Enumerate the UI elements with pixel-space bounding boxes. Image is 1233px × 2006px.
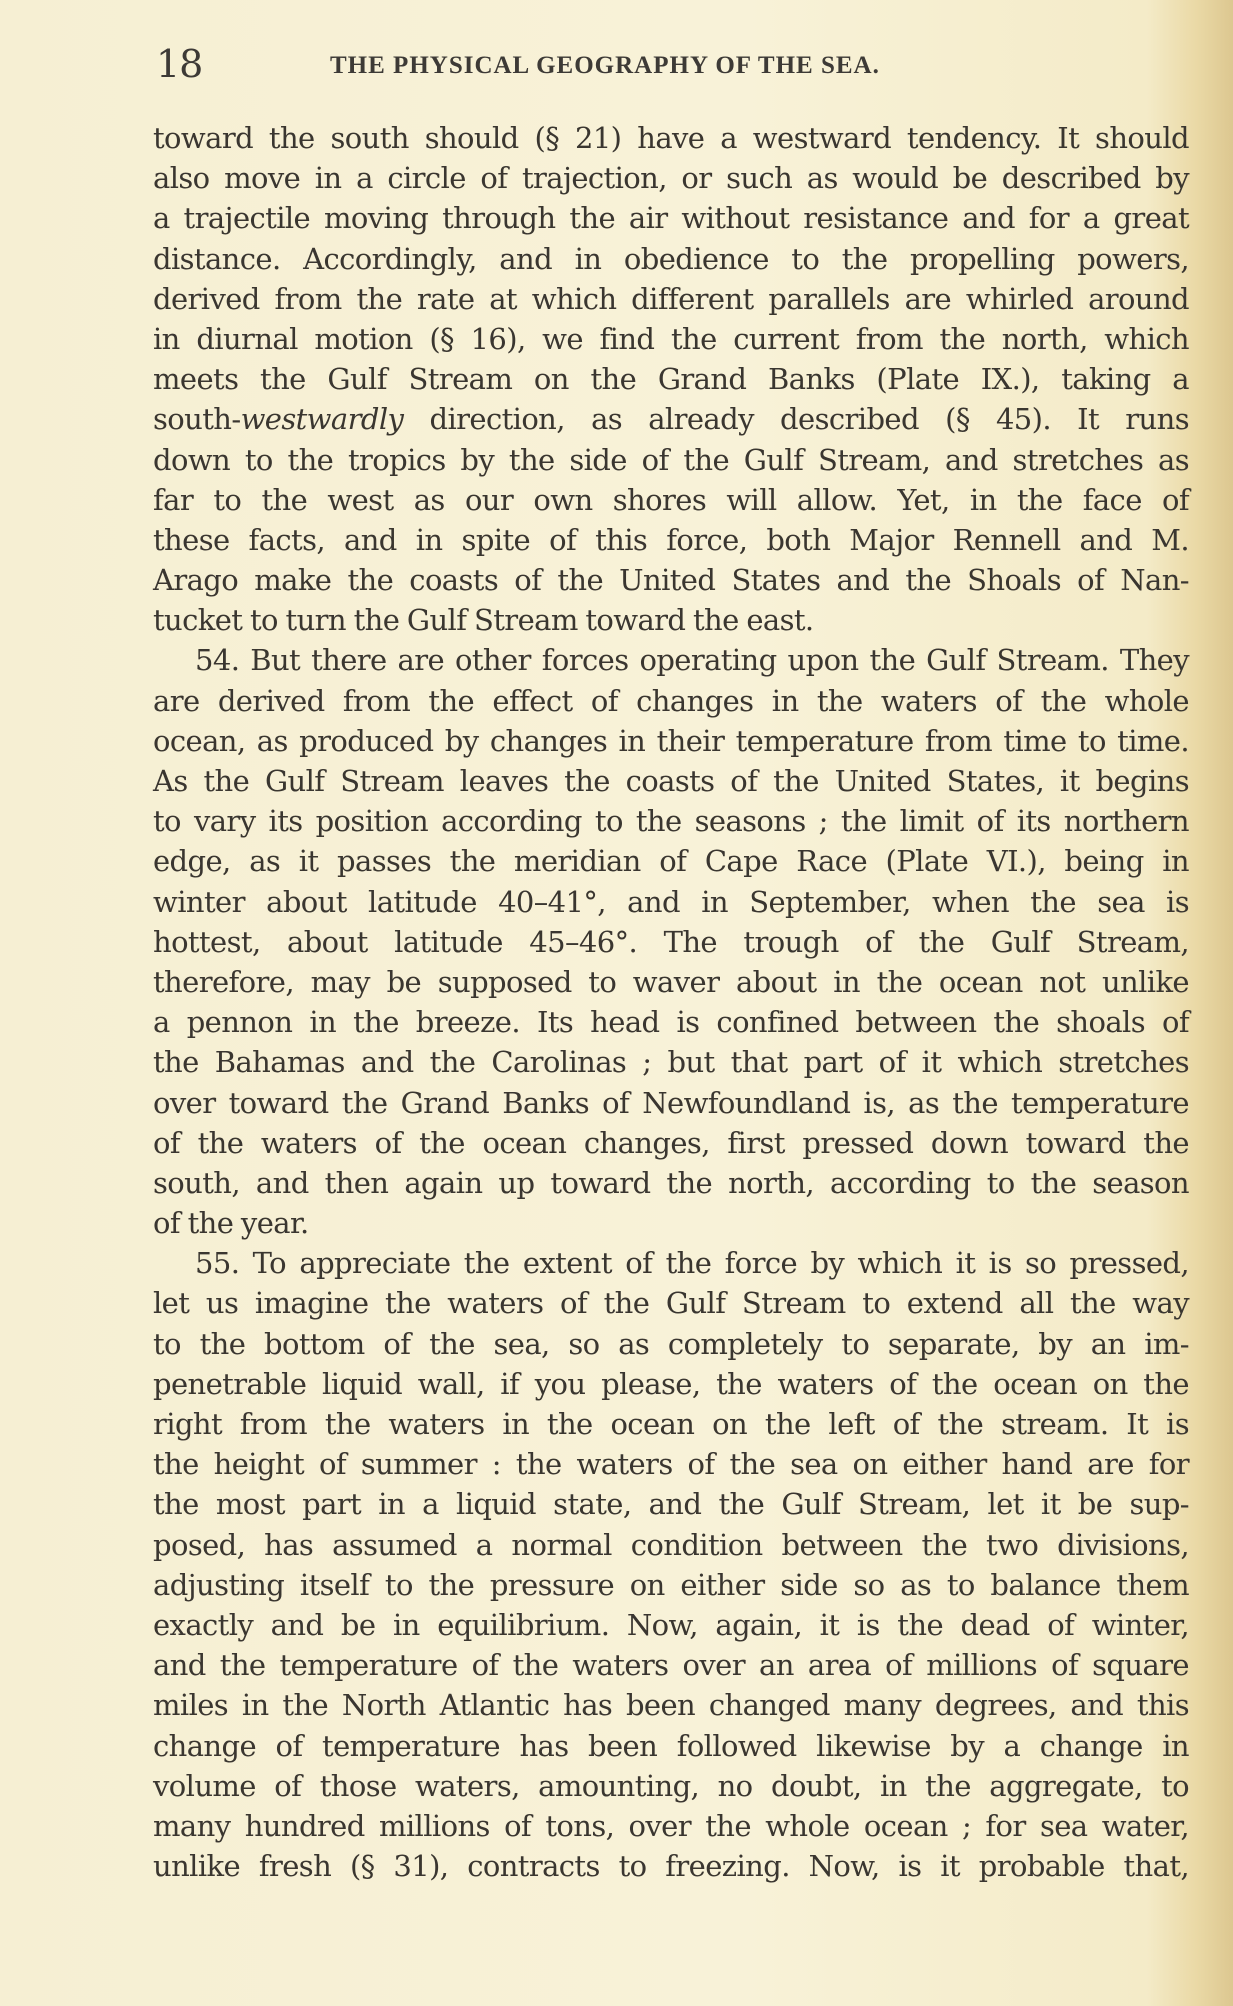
body-text [153,118,1189,1886]
text-line: adjusting itself to the pressure on either side so as to balance them [153,1567,1189,1602]
text-line: also move in a circle of trajection, or such as would be described by [153,161,1189,196]
text-line: miles in the North Atlantic has been changed many degrees, and this [153,1688,1189,1723]
text-line: Arago make the coasts of the United States and the Shoals of Nan- [153,563,1189,598]
text-line: down to the tropics by the side of the Gulf Stream, and stretches as [153,442,1189,477]
text-line: let us imagine the waters of the Gulf Stream to extend all the way [153,1286,1189,1321]
text-line: are derived from the effect of changes in the waters of the whole [153,683,1189,718]
text-line: south, and then again up toward the north, according to the season [153,1165,1189,1200]
page-number: 18 [156,42,203,86]
text-line: over toward the Grand Banks of Newfoundland is, as the temperature [153,1085,1189,1120]
text-line: far to the west as our own shores will allow. Yet, in the face of [153,482,1189,517]
text-line: to vary its position according to the seasons ; the limit of its northern [153,804,1189,839]
text-line: penetrable liquid wall, if you please, the waters of the ocean on the [153,1366,1189,1401]
running-head [152,40,1192,88]
paragraph-start-line: 54. But there are other forces operating upon the Gulf Stream. They [195,643,1189,678]
text-line: right from the waters in the ocean on the left of the stream. It is [153,1407,1189,1441]
text-span: south- [153,402,241,437]
text-line: and the temperature of the waters over an area of millions of square [153,1648,1189,1683]
text-line: edge, as it passes the meridian of Cape Race (Plate VI.), being in [153,844,1189,879]
text-line: therefore, may be supposed to waver about in the ocean not unlike [153,964,1189,999]
text-line: the Bahamas and the Carolinas ; but that part of it which stretches [153,1045,1189,1080]
text-line: the height of summer : the waters of the sea on either hand are for [153,1447,1189,1482]
italic-text: westwardly [240,402,404,437]
text-line: tucket to turn the Gulf Stream toward the east. [153,603,814,638]
text-line: to the bottom of the sea, so as completely to separate, by an im- [153,1326,1189,1361]
text-line: winter about latitude 40–41°, and in September, when the sea is [153,884,1189,919]
text-line: many hundred millions of tons, over the whole ocean ; for sea water, [153,1808,1189,1843]
text-line: derived from the rate at which different parallels are whirled around [153,281,1189,316]
running-title: THE PHYSICAL GEOGRAPHY OF THE SEA. [330,52,880,79]
text-line: of the waters of the ocean changes, first pressed down toward the [153,1125,1189,1160]
text-span: direction, as already described (§ 45). It runs [403,402,1189,437]
text-line: toward the south should (§ 21) have a westward tendency. It should [153,121,1189,155]
text-line: these facts, and in spite of this force, both Major Rennell and M. [153,522,1189,557]
text-line [153,399,1189,439]
text-line: of the year. [153,1206,309,1241]
text-line: exactly and be in equilibrium. Now, again, it is the dead of winter, [153,1607,1189,1642]
text-line: unlike fresh (§ 31), contracts to freezing. Now, is it probable that, [153,1849,1189,1884]
text-line: the most part in a liquid state, and the Gulf Stream, let it be sup- [153,1487,1189,1522]
text-line: meets the Gulf Stream on the Grand Banks (Plate IX.), taking a [153,362,1189,397]
text-line: change of temperature has been followed likewise by a change in [153,1728,1189,1763]
text-line: hottest, about latitude 45–46°. The trough of the Gulf Stream, [153,924,1189,959]
text-line: ocean, as produced by changes in their temperature from time to time. [153,723,1189,758]
text-line: in diurnal motion (§ 16), we find the current from the north, which [153,321,1189,356]
text-line: volume of those waters, amounting, no doubt, in the aggregate, to [153,1768,1189,1803]
text-line: a trajectile moving through the air without resistance and for a great [153,201,1189,236]
paragraph-start-line: 55. To appreciate the extent of the force by which it is so pressed, [195,1246,1189,1281]
text-line: As the Gulf Stream leaves the coasts of the United States, it begins [153,764,1189,798]
text-line: posed, has assumed a normal condition between the two divisions, [153,1527,1189,1562]
text-line: distance. Accordingly, and in obedience to the propelling powers, [153,241,1189,276]
text-line: a pennon in the breeze. Its head is confined between the shoals of [153,1005,1189,1040]
